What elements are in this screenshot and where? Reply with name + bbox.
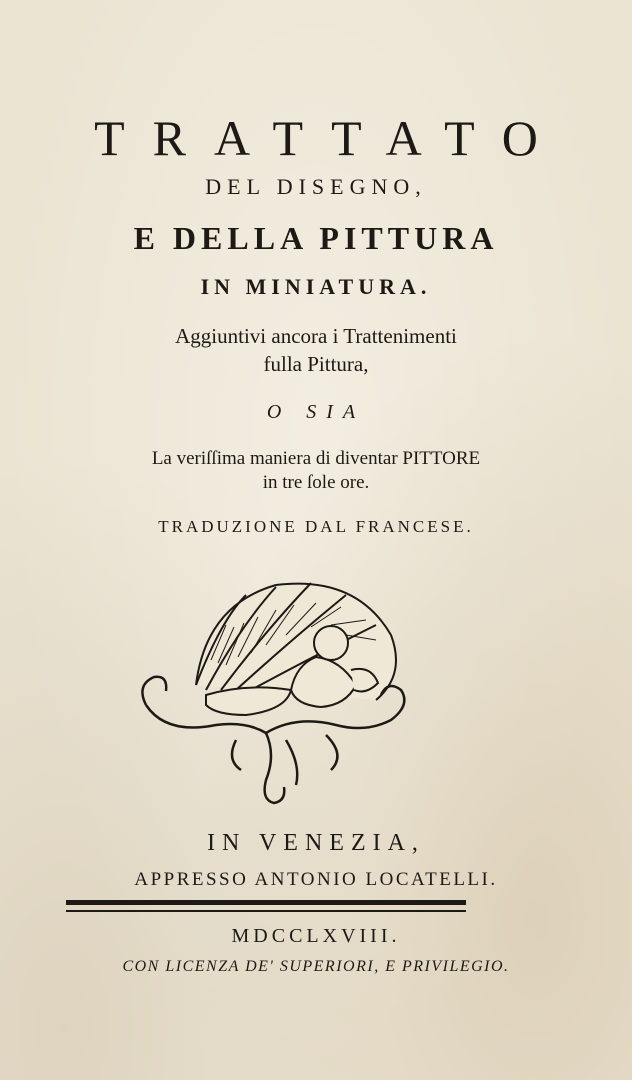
method-line-2: in tre ſole ore.: [262, 472, 370, 493]
addition-line-2: fulla Pittura,: [263, 352, 369, 376]
method-line-1: La veriſſima maniera di diventar PITTORE: [151, 448, 481, 469]
translation-note: TRADUZIONE DAL FRANCESE.: [158, 517, 474, 536]
thin-rule: [66, 910, 466, 912]
imprint-place: IN VENEZIA,: [207, 830, 425, 856]
subtitle-line-2: E DELLA PITTURA: [133, 220, 499, 256]
imprint-publisher: APPRESSO ANTONIO LOCATELLI.: [134, 869, 498, 890]
subtitle-line-1: DEL DISEGNO,: [205, 174, 427, 199]
addition-line-1: Aggiuntivi ancora i Trattenimenti: [175, 324, 457, 348]
book-title: TRATTATO: [94, 110, 566, 166]
o-sia-line: O SIA: [266, 401, 366, 423]
shell-cherub-vignette-icon: [126, 565, 416, 810]
license-line: CON LICENZA DE' SUPERIORI, E PRIVILEGIO.: [122, 958, 510, 975]
thick-rule: [66, 900, 466, 905]
subtitle-line-3: IN MINIATURA.: [200, 274, 432, 299]
imprint-year: MDCCLXVIII.: [231, 925, 401, 947]
